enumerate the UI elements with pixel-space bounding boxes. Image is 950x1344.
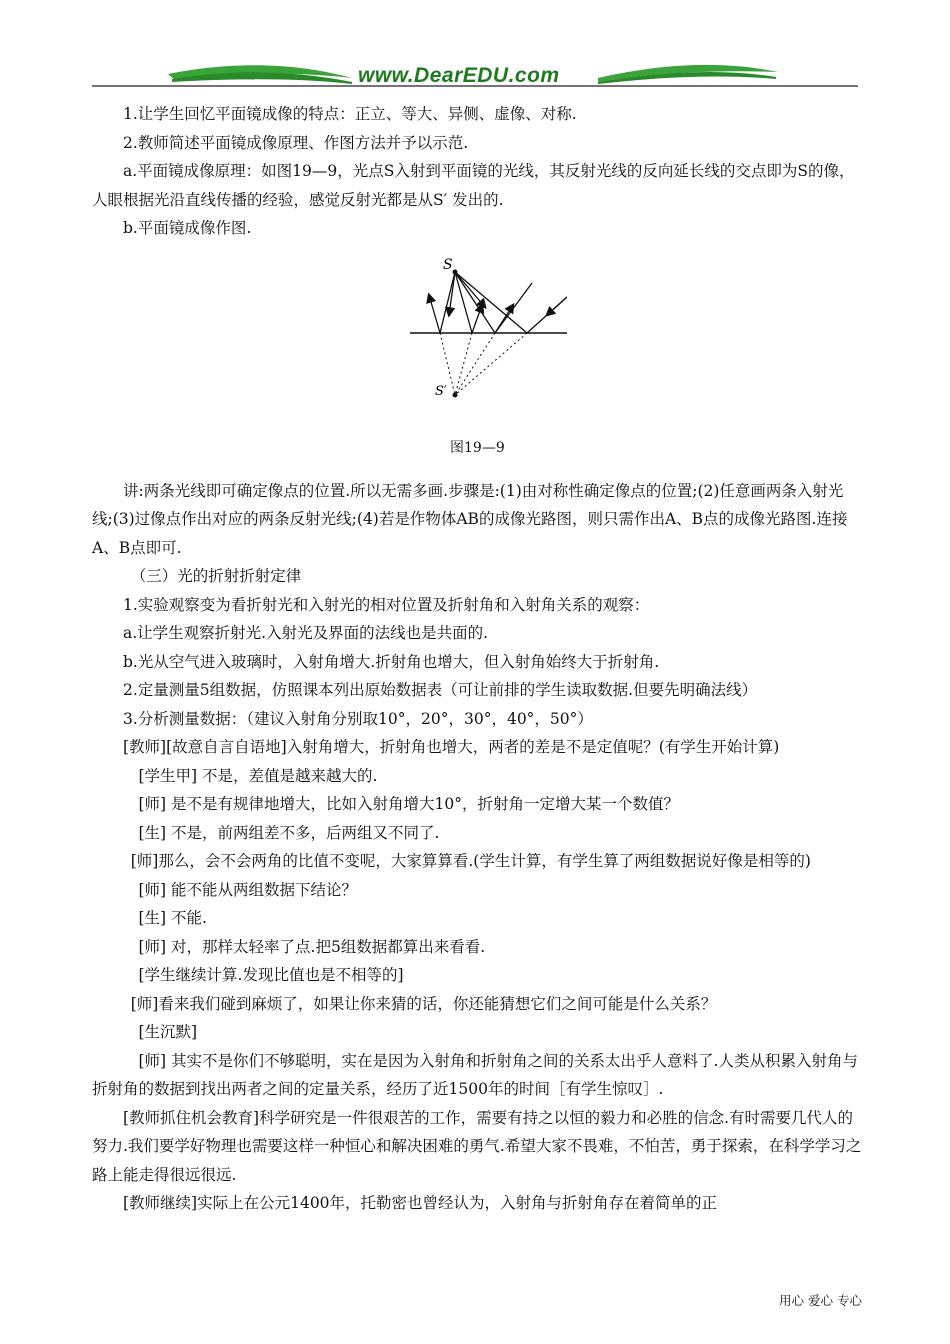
dialogue-14: [教师继续]实际上在公元1400年，托勒密也曾经认为，入射角与折射角存在着简单的正 [123, 1194, 718, 1212]
dialogue-7: [生] 不能. [138, 909, 207, 927]
dialogue-11: [生沉默] [138, 1023, 198, 1041]
dialogue-5: [师]那么，会不会两角的比值不变呢，大家算算看.(学生计算，有学生算了两组数据说好像是相等的) [130, 852, 811, 870]
label-s: S [443, 256, 453, 273]
page-footer: 用心 爱心 专心 [779, 1293, 862, 1308]
mirror-reflection-diagram [407, 245, 567, 415]
paragraph-1: 1.让学生回忆平面镜成像的特点：正立、等大、异侧、虚像、对称. [123, 105, 577, 123]
dialogue-3: [师] 是不是有规律地增大，比如入射角增大10°，折射角一定增大某一个数值？ [138, 795, 679, 813]
page-header [0, 52, 950, 92]
paragraph-11: 3.分析测量数据：（建议入射角分别取10°，20°，30°，40°，50°） [123, 709, 593, 728]
dialogue-12: [师] 其实不是你们不够聪明，实在是因为入射角和折射角之间的关系太出乎人意料了.人类从积累入射角与折射角的数据到找出两者之间的定量关系，经历了近1500年的时间［有学生惊叹］. [92, 1051, 858, 1098]
dialogue-10: [师]看来我们碰到麻烦了，如果让你来猜的话，你还能猜想它们之间可能是什么关系？ [130, 994, 717, 1013]
dialogue-6: [师] 能不能从两组数据下结论？ [138, 880, 358, 899]
paragraph-7: 1.实验观察变为看折射光和入射光的相对位置及折射角和入射角关系的观察： [123, 595, 650, 614]
paragraph-2: 2.教师简述平面镜成像原理、作图方法并予以示范. [123, 133, 469, 152]
site-logo-text: www.DearEDU.com [358, 64, 560, 87]
label-s-prime: S′ [435, 383, 447, 399]
paragraph-10: 2.定量测量5组数据，仿照课本列出原始数据表（可让前排的学生读取数据.但要先明确法线） [123, 681, 758, 699]
figure-19-9 [92, 245, 862, 477]
figure-caption: 图19—9 [450, 439, 505, 456]
section-heading-refraction: （三）光的折射折射定律 [130, 567, 302, 585]
paragraph-4: b.平面镜成像作图. [123, 219, 252, 237]
paragraph-3: a.平面镜成像原理：如图19—9，光点S入射到平面镜的光线，其反射光线的反向延长线的交点即为S的像，人眼根据光沿直线传播的经验，感觉反射光都是从S′ 发出的. [92, 162, 855, 209]
dialogue-13: [教师抓住机会教育]科学研究是一件很艰苦的工作，需要有持之以恒的毅力和必胜的信念.有时需要几代人的努力.我们要学好物理也需要这样一种恒心和解决困难的勇气.希望大家不畏难，不怕苦，勇于探索，在科学学习之路上能走得很远很远. [92, 1108, 862, 1184]
paragraph-9: b.光从空气进入玻璃时，入射角增大.折射角也增大，但入射角始终大于折射角. [123, 652, 660, 671]
dialogue-8: [师] 对，那样太轻率了点.把5组数据都算出来看看. [138, 937, 486, 956]
paragraph-8: a.让学生观察折射光.入射光及界面的法线也是共面的. [123, 624, 489, 642]
paragraph-5: 讲:两条光线即可确定像点的位置.所以无需多画.步骤是:(1)由对称性确定像点的位置;(2)任意画两条入射光线;(3)过像点作出对应的两条反射光线;(4)若是作物体AB的成像光路图，则只需作出A、B点的成像光路图.连接A、B点即可. [92, 481, 848, 557]
dialogue-2: [学生甲] 不是，差值是越来越大的. [138, 766, 378, 785]
dialogue-4: [生] 不是，前两组差不多，后两组又不同了. [138, 823, 440, 842]
main-content [92, 100, 862, 1218]
dialogue-9: [学生继续计算.发现比值也是不相等的] [138, 966, 404, 984]
dialogue-1: [教师][故意自言自语地]入射角增大，折射角也增大，两者的差是不是定值呢？(有学生开始计算) [123, 738, 780, 756]
